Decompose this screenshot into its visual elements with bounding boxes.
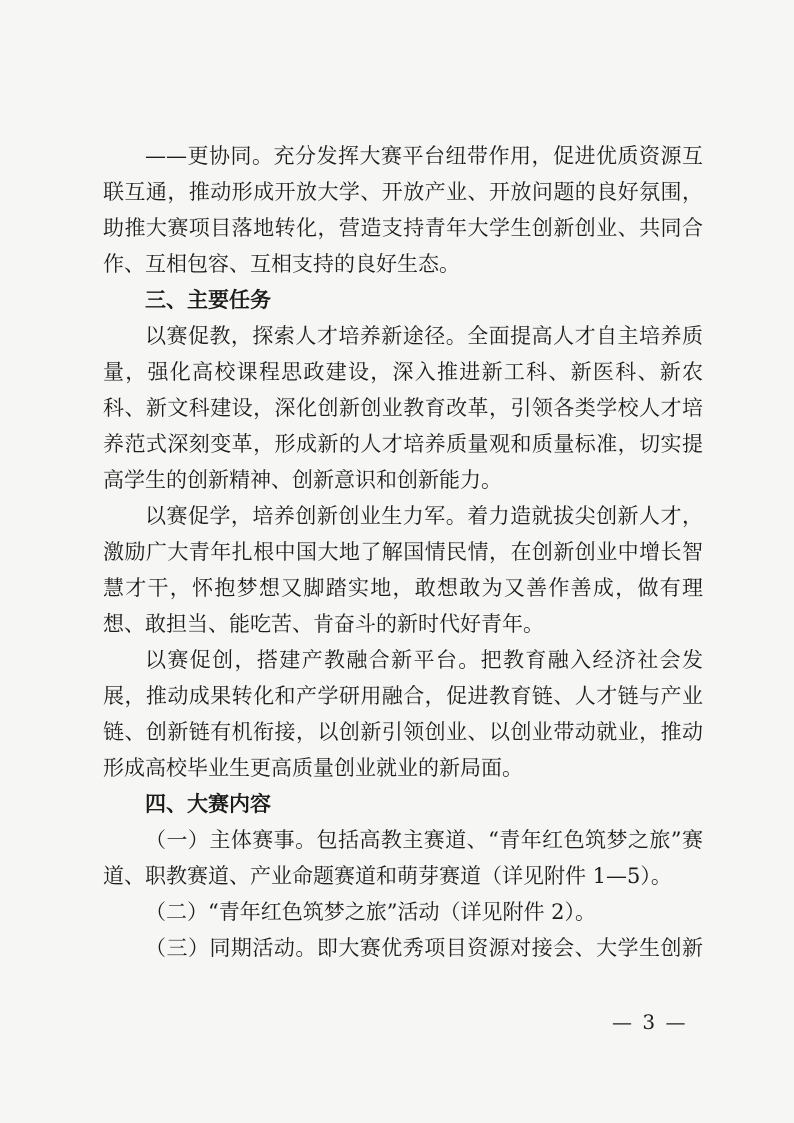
text-line: 联互通，推动形成开放大学、开放产业、开放问题的良好氛围，	[103, 180, 703, 204]
text-line: 想、敢担当、能吃苦、肯奋斗的新时代好青年。	[103, 612, 544, 636]
text-line: 形成高校毕业生更高质量创业就业的新局面。	[103, 756, 523, 780]
text-line: 以赛促学，培养创新创业生力军。着力造就拔尖创新人才，	[145, 504, 703, 528]
text-line: 以赛促教，探索人才培养新途径。全面提高人才自主培养质	[145, 324, 703, 348]
text-line: （三）同期活动。即大赛优秀项目资源对接会、大学生创新	[145, 936, 703, 960]
text-line: 养范式深刻变革，形成新的人才培养质量观和质量标准，切实提	[103, 432, 703, 456]
paragraph-promote-innovation	[103, 642, 703, 786]
paragraph-concurrent-activities	[103, 930, 703, 966]
text-line: 以赛促创，搭建产教融合新平台。把教育融入经济社会发	[145, 648, 703, 672]
text-line: 展，推动成果转化和产学研用融合，促进教育链、人才链与产业	[103, 684, 703, 708]
paragraph-promote-teaching	[103, 318, 703, 498]
text-line: 科、新文科建设，深化创新创业教育改革，引领各类学校人才培	[103, 396, 703, 420]
text-line: （二）“青年红色筑梦之旅”活动（详见附件 2）。	[145, 900, 597, 924]
document-body	[103, 138, 703, 966]
text-line: 高学生的创新精神、创新意识和创新能力。	[103, 468, 502, 492]
text-line: 链、创新链有机衔接，以创新引领创业、以创业带动就业，推动	[103, 720, 703, 744]
section-heading-main-tasks: 三、主要任务	[145, 288, 271, 312]
paragraph-promote-learning	[103, 498, 703, 642]
text-line: 作、互相包容、互相支持的良好生态。	[103, 252, 460, 276]
section-heading-contest-content: 四、大赛内容	[145, 792, 271, 816]
text-line: 助推大赛项目落地转化，营造支持青年大学生创新创业、共同合	[103, 216, 703, 240]
text-line: 慧才干，怀抱梦想又脚踏实地，敢想敢为又善作善成，做有理	[103, 576, 703, 600]
text-line: 量，强化高校课程思政建设，深入推进新工科、新医科、新农	[103, 360, 703, 384]
text-line: ——更协同。充分发挥大赛平台纽带作用，促进优质资源互	[145, 144, 703, 168]
text-line: 道、职教赛道、产业命题赛道和萌芽赛道（详见附件 1—5）。	[103, 864, 672, 888]
paragraph-collaboration	[103, 138, 703, 282]
paragraph-main-events	[103, 822, 703, 894]
text-line: 激励广大青年扎根中国大地了解国情民情，在创新创业中增长智	[103, 540, 703, 564]
text-line: （一）主体赛事。包括高教主赛道、“青年红色筑梦之旅”赛	[145, 828, 703, 852]
paragraph-red-dream-activity	[103, 894, 703, 930]
page-number: — 3 —	[612, 1010, 688, 1034]
